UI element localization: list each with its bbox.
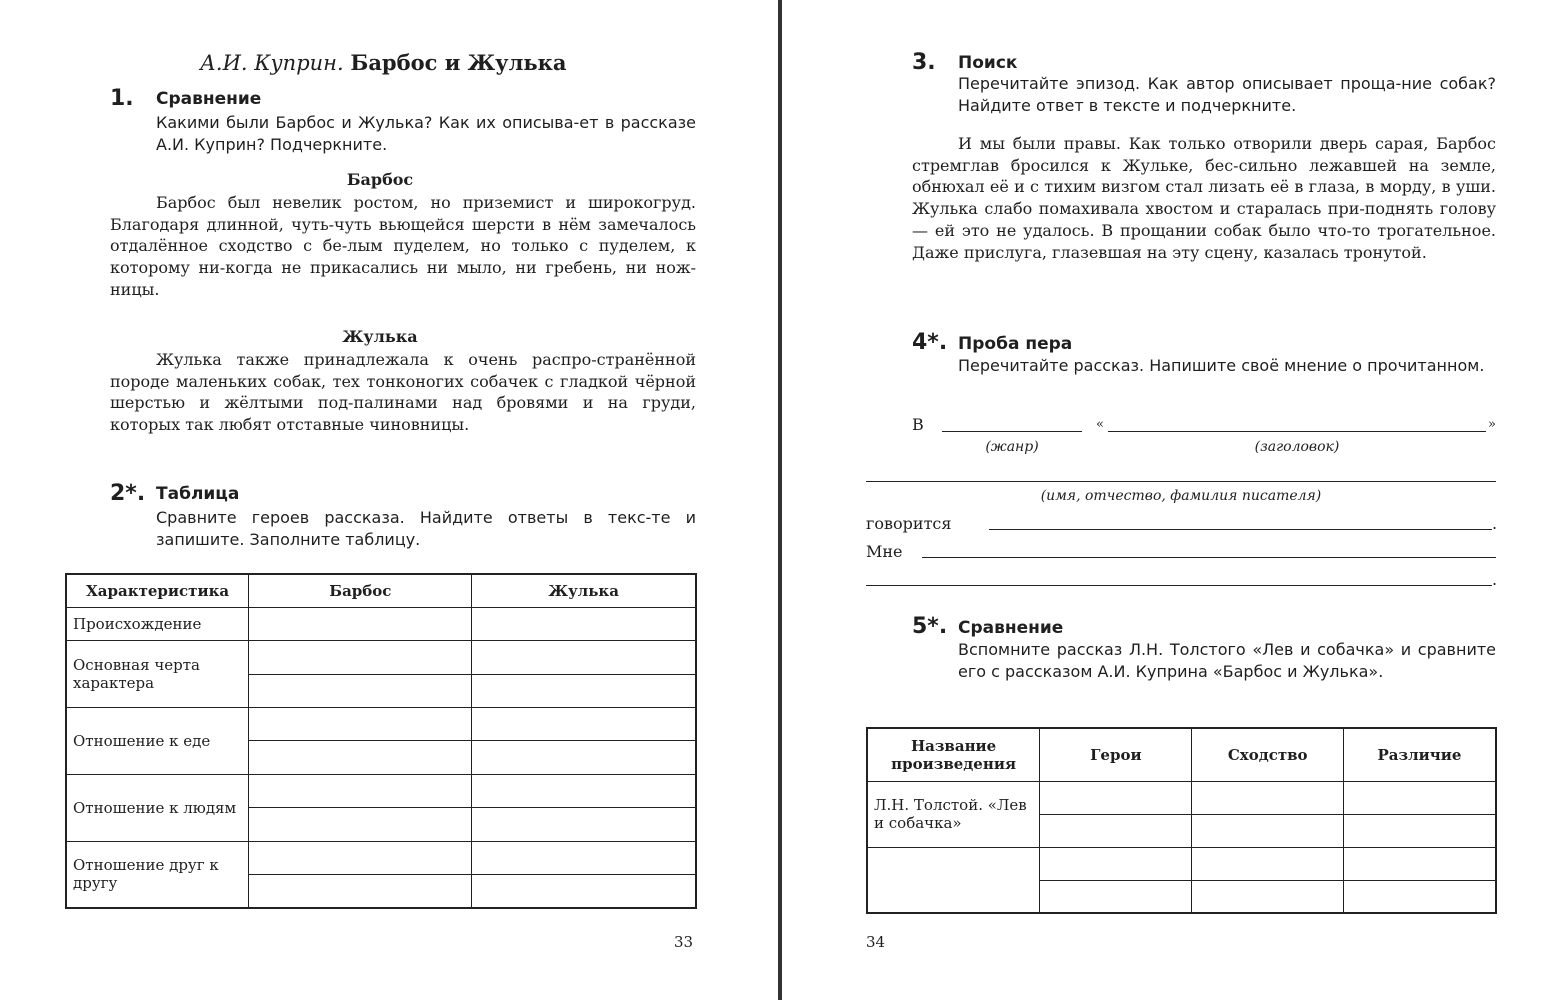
title-name: Барбос и Жулька (350, 50, 567, 75)
comparison-table (866, 727, 1497, 914)
page-number-left: 33 (674, 933, 694, 951)
caption-genre: (жанр) (985, 439, 1039, 455)
title-line[interactable] (1108, 431, 1486, 432)
table-header: Барбос (249, 574, 472, 607)
caption-author: (имя, отчество, фамилия писателя) (1040, 488, 1322, 504)
table-row (66, 641, 696, 674)
exercise-4-title: Проба пера (958, 334, 1073, 354)
exercise-3-number: 3. (912, 50, 936, 75)
exercise-5-number: 5*. (912, 614, 948, 639)
exercise-5-title: Сравнение (958, 618, 1064, 638)
me-line[interactable] (922, 557, 1496, 558)
answer-cell[interactable] (1040, 814, 1192, 847)
extra-line[interactable] (866, 585, 1492, 586)
subheading-zhulka: Жулька (342, 327, 418, 346)
row-label: Отношение к еде (66, 708, 249, 775)
answer-cell[interactable] (1343, 847, 1496, 880)
answer-cell[interactable] (249, 607, 472, 640)
page-title (200, 50, 566, 75)
work-label: Л.Н. Толстой. «Лев и собачка» (867, 781, 1040, 847)
answer-cell[interactable] (472, 641, 696, 674)
answer-cell[interactable] (1192, 781, 1344, 814)
table-row (66, 708, 696, 741)
table-header: Сходство (1192, 728, 1344, 781)
answer-cell[interactable] (472, 674, 696, 707)
answer-cell[interactable] (249, 674, 472, 707)
table-header: Герои (1040, 728, 1192, 781)
work-label-empty[interactable] (867, 847, 1040, 913)
row-label: Основная черта характера (66, 641, 249, 708)
answer-cell[interactable] (249, 708, 472, 741)
row-label: Происхождение (66, 607, 249, 640)
table-header-row (66, 574, 696, 607)
label-says: говорится (866, 514, 952, 533)
answer-cell[interactable] (472, 774, 696, 807)
text-barbos: Барбос был невелик ростом, но приземист и широкогруд. Благодаря длинной, чуть-чуть вьющейся шерсти в нём замечалось отдалённое сходство с бе-лым пуделем, но только с пуделем, к которому ни-когда не прикасались ни мыло, ни гребень, ни нож-ницы. (110, 193, 696, 299)
answer-cell[interactable] (1040, 781, 1192, 814)
answer-cell[interactable] (249, 741, 472, 774)
table-header: Жулька (472, 574, 696, 607)
answer-cell[interactable] (472, 841, 696, 874)
characters-table (65, 573, 697, 909)
answer-cell[interactable] (472, 741, 696, 774)
caption-title: (заголовок) (1254, 439, 1340, 455)
exercise-2-instruction: Сравните героев рассказа. Найдите ответы в текс-те и запишите. Заполните таблицу. (156, 508, 696, 549)
exercise-5-instruction: Вспомните рассказ Л.Н. Толстого «Лев и собачка» и сравните его с рассказом А.И. Куприна «Барбос и Жулька». (958, 640, 1496, 681)
answer-cell[interactable] (249, 841, 472, 874)
table-header: Характеристика (66, 574, 249, 607)
table-row (66, 607, 696, 640)
exercise-1-number: 1. (110, 86, 134, 111)
exercise-2-number: 2*. (110, 481, 146, 506)
says-line[interactable] (989, 529, 1492, 530)
answer-cell[interactable] (472, 607, 696, 640)
answer-cell[interactable] (249, 808, 472, 841)
answer-cell[interactable] (249, 875, 472, 908)
exercise-3-instruction: Перечитайте эпизод. Как автор описывает проща-ние собак? Найдите ответ в тексте и подчеркните. (958, 74, 1496, 115)
exercise-4-number: 4*. (912, 330, 948, 355)
genre-line[interactable] (942, 431, 1082, 432)
answer-cell[interactable] (472, 875, 696, 908)
table-header-row (867, 728, 1496, 781)
answer-cell[interactable] (249, 774, 472, 807)
exercise-3-title: Поиск (958, 53, 1018, 73)
answer-cell[interactable] (1192, 847, 1344, 880)
table-row (867, 781, 1496, 814)
answer-cell[interactable] (1343, 814, 1496, 847)
quote-close: » (1488, 417, 1496, 432)
page-right (784, 0, 1550, 1000)
table-row (867, 847, 1496, 880)
answer-cell[interactable] (1343, 781, 1496, 814)
table-row (66, 774, 696, 807)
answer-cell[interactable] (1343, 880, 1496, 913)
label-v: В (912, 415, 924, 434)
title-author: А.И. Куприн. (200, 51, 344, 75)
answer-cell[interactable] (1040, 880, 1192, 913)
table-row (66, 841, 696, 874)
subheading-barbos: Барбос (346, 170, 414, 189)
exercise-2-title: Таблица (156, 484, 240, 504)
row-label: Отношение друг к другу (66, 841, 249, 908)
quote-open: « (1096, 417, 1104, 432)
end-dot: . (1492, 514, 1498, 533)
page-number-right: 34 (866, 933, 886, 951)
end-dot-2: . (1492, 570, 1498, 589)
text-zhulka: Жулька также принадлежала к очень распро-странённой породе маленьких собак, тех тонконогих собачек с гладкой чёрной шерстью и жёлтыми под-палинами над бровями и на груди, которых так любят отставные чиновницы. (110, 350, 696, 435)
table-header: Название произведения (867, 728, 1040, 781)
exercise-1-instruction: Какими были Барбос и Жулька? Как их описыва-ет в рассказе А.И. Куприн? Подчеркните. (156, 113, 696, 154)
answer-cell[interactable] (472, 708, 696, 741)
answer-cell[interactable] (1192, 814, 1344, 847)
answer-cell[interactable] (472, 808, 696, 841)
table-header: Различие (1343, 728, 1496, 781)
answer-cell[interactable] (1192, 880, 1344, 913)
answer-cell[interactable] (249, 641, 472, 674)
label-me: Мне (866, 542, 903, 561)
author-line[interactable] (866, 481, 1496, 482)
text-farewell: И мы были правы. Как только отворили дверь сарая, Барбос стремглав бросился к Жульке, бес-сильно лежавшей на земле, обнюхал её и с тихим визгом стал лизать её в глаза, в морду, в уши. Жулька слабо помахивала хвостом и старалась при-поднять голову — ей это не удалось. В прощании собак было что-то трогательное. Даже прислуга, глазевшая на эту сцену, казалась тронутой. (912, 134, 1496, 262)
answer-cell[interactable] (1040, 847, 1192, 880)
exercise-1-title: Сравнение (156, 89, 262, 109)
row-label: Отношение к людям (66, 774, 249, 841)
exercise-4-instruction: Перечитайте рассказ. Напишите своё мнение о прочитанном. (958, 356, 1485, 375)
